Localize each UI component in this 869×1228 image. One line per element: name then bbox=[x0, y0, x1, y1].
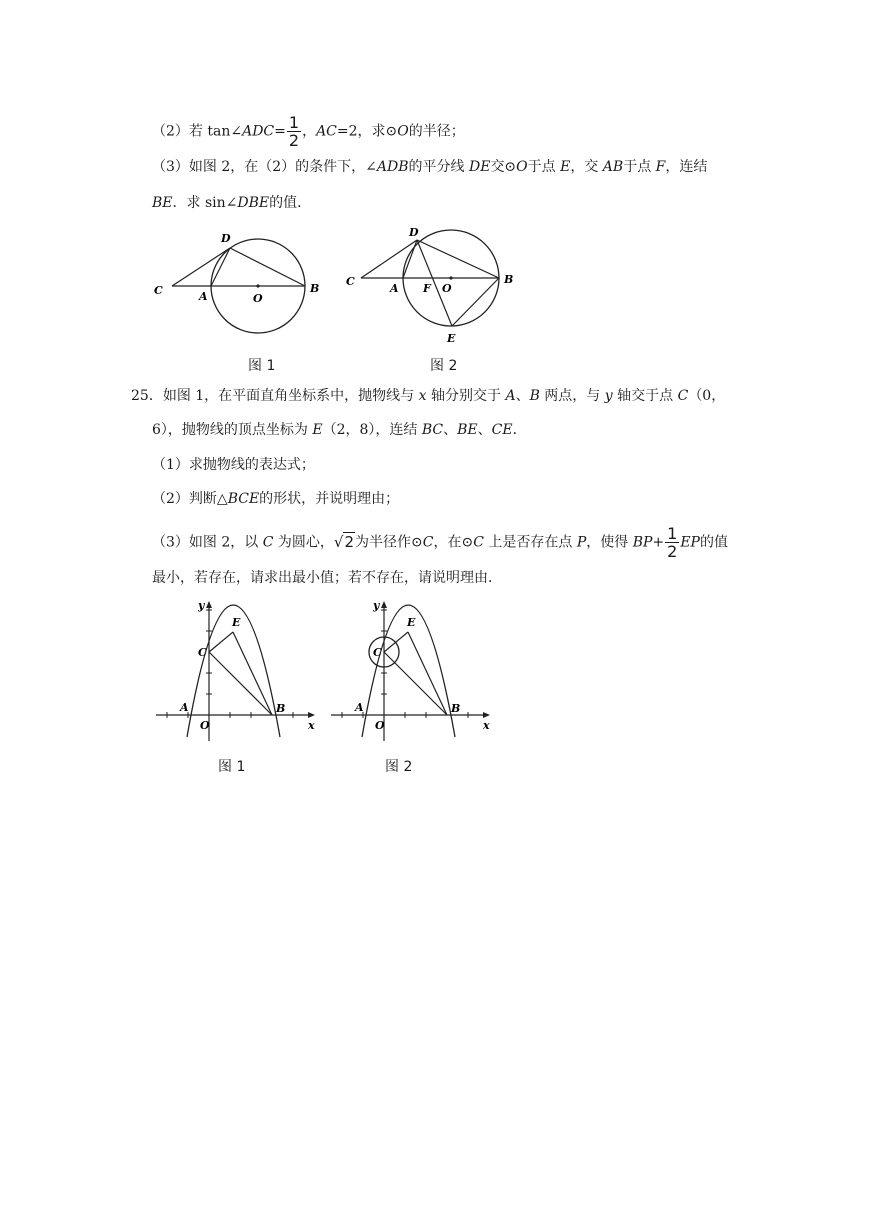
q25-figure-1-caption: 图 1 bbox=[218, 759, 246, 775]
label-y: y bbox=[198, 599, 205, 612]
label-c: C bbox=[154, 284, 163, 297]
text: （2）判断△ bbox=[152, 491, 228, 507]
point-name: A bbox=[505, 388, 516, 404]
angle-name: ADC bbox=[242, 123, 275, 140]
circle-name: O bbox=[516, 159, 528, 175]
point-name: C bbox=[677, 388, 689, 404]
point-name: P bbox=[576, 534, 587, 551]
q25-figure-2 bbox=[327, 595, 497, 745]
point-name: E bbox=[560, 159, 571, 175]
segment-name: DE bbox=[468, 159, 491, 175]
label-b: B bbox=[276, 702, 286, 715]
q24-part3-line2 bbox=[152, 193, 311, 213]
segment-ce bbox=[384, 632, 408, 652]
variable: x bbox=[418, 388, 427, 404]
segment-cb bbox=[384, 652, 447, 715]
center-dot bbox=[256, 284, 259, 287]
q25-line1 bbox=[131, 386, 725, 406]
text: 上是否存在点 bbox=[483, 534, 577, 551]
text: =2，求⊙ bbox=[336, 123, 398, 140]
label-a: A bbox=[199, 290, 208, 303]
angle-name: DBE bbox=[237, 195, 270, 211]
label-c: C bbox=[198, 646, 207, 659]
circle-name: O bbox=[397, 123, 409, 140]
denominator: 2 bbox=[667, 542, 678, 561]
text: （0， bbox=[688, 388, 726, 404]
label-y: y bbox=[373, 599, 380, 612]
text: 的平分线 bbox=[408, 159, 469, 175]
q24-figure-2-caption: 图 2 bbox=[430, 358, 458, 374]
numerator: 1 bbox=[288, 113, 300, 132]
text: （2，8），连结 bbox=[322, 422, 422, 438]
text: ， bbox=[302, 123, 317, 140]
point-name: E bbox=[312, 422, 323, 438]
denominator: 2 bbox=[288, 131, 300, 150]
label-d: D bbox=[409, 226, 419, 239]
q24-figure-1 bbox=[148, 222, 323, 344]
label-o: O bbox=[375, 719, 385, 732]
segment-eb bbox=[233, 632, 272, 715]
fraction-one-half bbox=[665, 526, 679, 559]
label-c: C bbox=[346, 275, 355, 288]
text: ． bbox=[512, 422, 527, 438]
text: ，在⊙ bbox=[433, 534, 474, 551]
triangle-name: BCE bbox=[227, 491, 260, 507]
q24-figure-1-caption: 图 1 bbox=[248, 358, 276, 374]
label-x: x bbox=[308, 719, 315, 732]
radicand: 2 bbox=[344, 532, 354, 551]
text: 25．如图 1，在平面直角坐标系中，抛物线与 bbox=[131, 388, 419, 404]
center-dot bbox=[449, 276, 452, 279]
text: 的值． bbox=[269, 195, 312, 211]
segment-cd bbox=[172, 248, 230, 286]
text: 的值 bbox=[699, 534, 728, 551]
label-e: E bbox=[232, 616, 241, 629]
text: 两点，与 bbox=[539, 388, 605, 404]
text: 交⊙ bbox=[490, 159, 517, 175]
segment-eb bbox=[408, 632, 447, 715]
segment-name: AC bbox=[316, 123, 337, 140]
text: 于点 bbox=[527, 159, 561, 175]
label-o: O bbox=[442, 282, 452, 295]
text: 为半径作⊙ bbox=[355, 534, 423, 551]
text: 、 bbox=[443, 422, 458, 438]
segment-ad bbox=[403, 240, 417, 278]
label-e: E bbox=[447, 332, 456, 345]
text: 轴分别交于 bbox=[426, 388, 506, 404]
label-a: A bbox=[390, 282, 399, 295]
segment-name: BP bbox=[632, 534, 653, 551]
text: 于点 bbox=[623, 159, 656, 175]
segment-cd bbox=[361, 240, 417, 278]
segment-name: EP bbox=[680, 534, 700, 551]
text: ，使得 bbox=[586, 534, 633, 551]
text: sin∠ bbox=[204, 195, 238, 211]
text: （3）如图 2，以 bbox=[152, 534, 263, 551]
segment-name: BE bbox=[152, 195, 173, 211]
x-axis-arrow bbox=[483, 712, 490, 718]
text: ，交 bbox=[570, 159, 603, 175]
point-name: C bbox=[422, 534, 434, 551]
segment-name: AB bbox=[602, 159, 624, 175]
label-a: A bbox=[355, 701, 364, 714]
q25-part3-line1 bbox=[152, 526, 728, 559]
sqrt-two: √2 bbox=[333, 532, 354, 551]
text: + bbox=[652, 534, 665, 551]
text: ．求 bbox=[172, 195, 205, 211]
y-axis-arrow bbox=[206, 601, 212, 608]
segment-ce bbox=[209, 632, 233, 652]
numerator: 1 bbox=[667, 524, 678, 543]
q25-part1: （1）求抛物线的表达式； bbox=[152, 457, 315, 473]
text: ，连结 bbox=[665, 159, 708, 175]
point-name: B bbox=[529, 388, 540, 404]
label-o: O bbox=[200, 719, 210, 732]
segment-name: BE bbox=[457, 422, 478, 438]
label-b: B bbox=[451, 702, 461, 715]
fraction-one-half bbox=[287, 115, 301, 148]
q25-figure-1 bbox=[152, 595, 322, 745]
label-b: B bbox=[504, 273, 514, 286]
point-name: F bbox=[655, 159, 666, 175]
q24-figure-2 bbox=[341, 222, 521, 350]
text: （2）若 bbox=[152, 123, 208, 140]
label-c: C bbox=[373, 646, 382, 659]
text: 、 bbox=[515, 388, 530, 404]
y-axis-arrow bbox=[381, 601, 387, 608]
segment-db bbox=[230, 248, 305, 286]
label-b: B bbox=[310, 282, 320, 295]
angle-name: ADB bbox=[376, 159, 409, 175]
segment-name: BC bbox=[421, 422, 444, 438]
q25-figure-2-caption: 图 2 bbox=[385, 759, 413, 775]
text: 的形状，并说明理由； bbox=[259, 491, 400, 507]
text: （3）如图 2，在（2）的条件下，∠ bbox=[152, 159, 377, 175]
text: = bbox=[274, 123, 286, 140]
q24-part2 bbox=[152, 115, 465, 148]
segment-cb bbox=[209, 652, 272, 715]
point-name: C bbox=[262, 534, 274, 551]
text: 轴交于点 bbox=[612, 388, 678, 404]
point-name: C bbox=[473, 534, 484, 551]
q24-part3-line1 bbox=[152, 157, 707, 177]
q25-part3-line2: 最小，若存在，请求出最小值；若不存在，请说明理由． bbox=[152, 570, 502, 586]
q25-part2 bbox=[152, 489, 399, 509]
label-d: D bbox=[221, 232, 231, 245]
label-x: x bbox=[483, 719, 490, 732]
label-f: F bbox=[423, 282, 431, 295]
segment-name: CE bbox=[491, 422, 513, 438]
x-axis-arrow bbox=[308, 712, 315, 718]
variable: y bbox=[604, 388, 613, 404]
label-o: O bbox=[253, 292, 263, 305]
label-a: A bbox=[180, 701, 189, 714]
text: 、 bbox=[477, 422, 492, 438]
label-e: E bbox=[407, 616, 416, 629]
text: 为圆心， bbox=[273, 534, 334, 551]
text: tan∠ bbox=[207, 123, 243, 140]
text: 的半径； bbox=[408, 123, 465, 140]
q25-line2 bbox=[152, 420, 527, 440]
text: 6），抛物线的顶点坐标为 bbox=[152, 422, 313, 438]
